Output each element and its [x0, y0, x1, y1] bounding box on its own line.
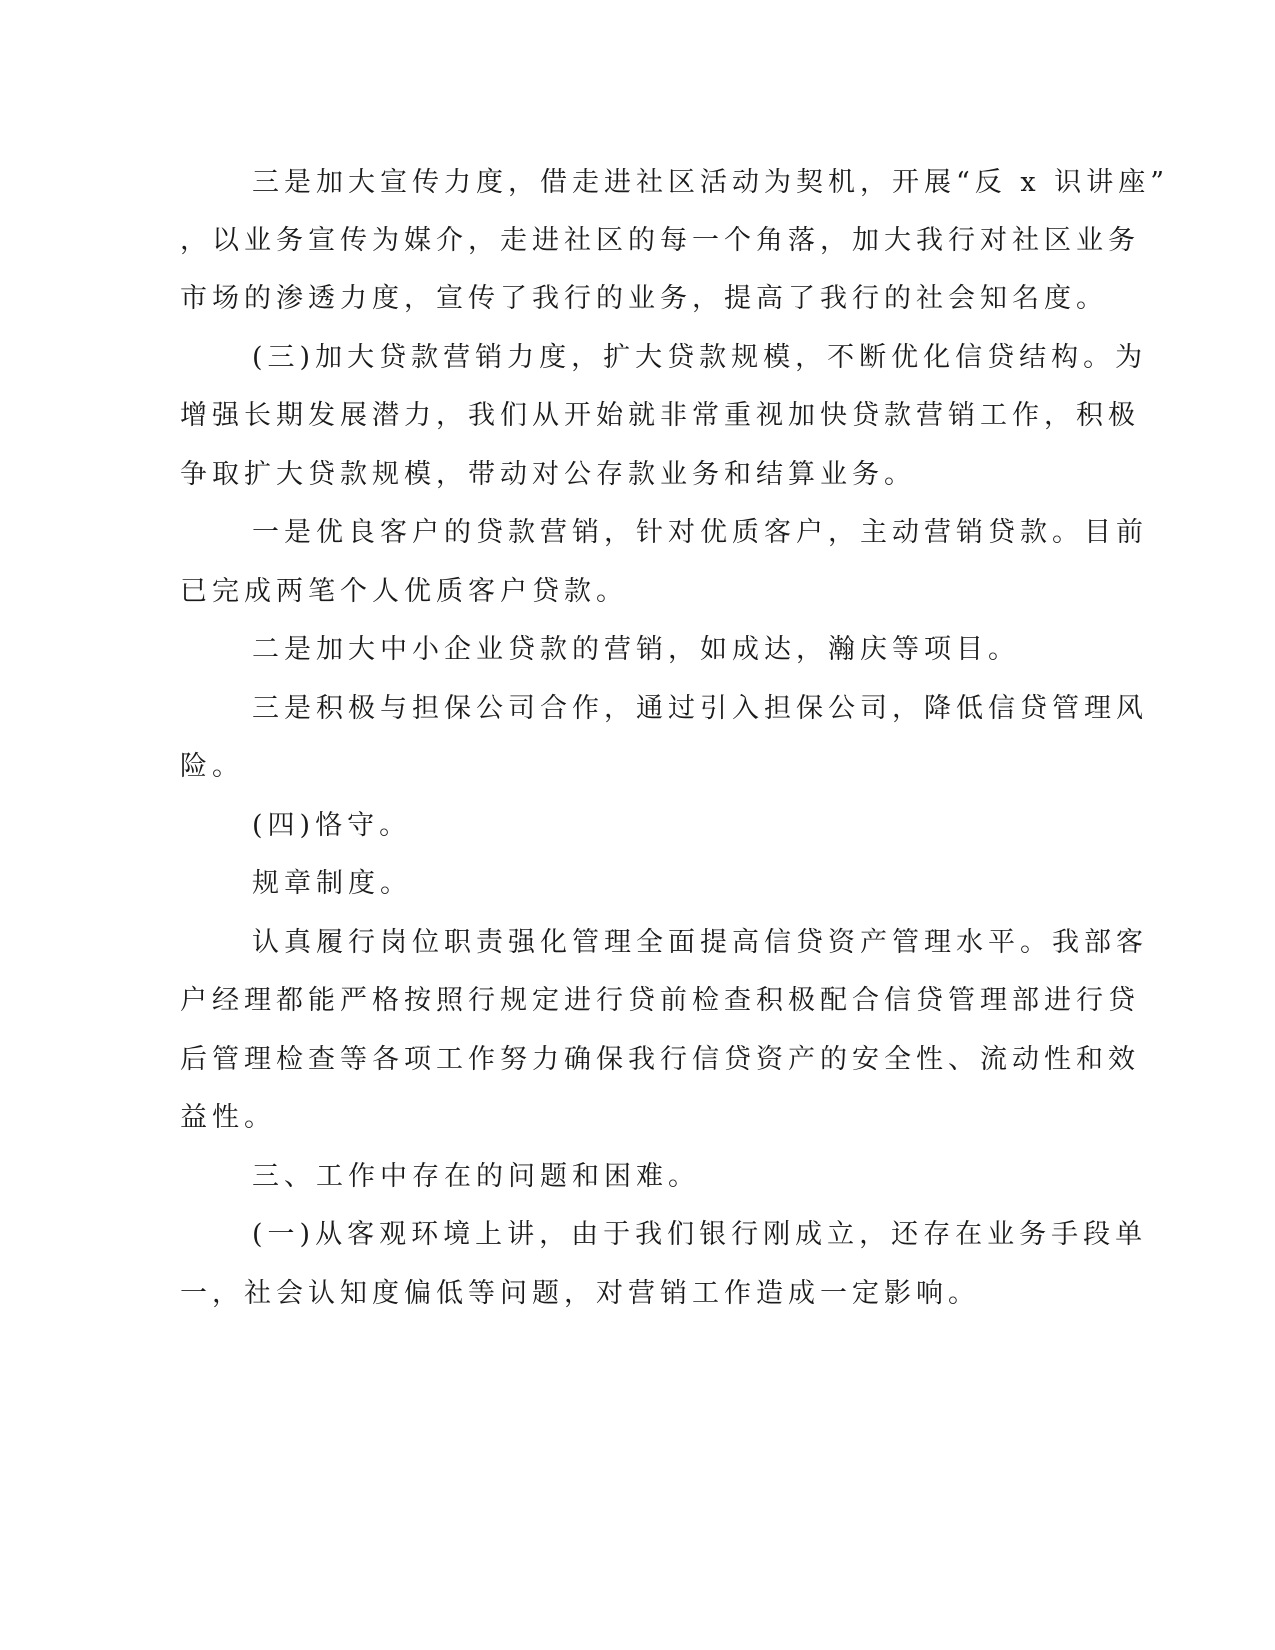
text-line: 市场的渗透力度，宣传了我行的业务，提高了我行的社会知名度。 [180, 283, 1108, 314]
text-line: 规章制度。 [252, 868, 412, 899]
text-line: 后管理检查等各项工作努力确保我行信贷资产的安全性、流动性和效 [180, 1044, 1140, 1075]
text-line: 益性。 [180, 1102, 276, 1133]
text-line: 三是积极与担保公司合作，通过引入担保公司，降低信贷管理风 [252, 693, 1148, 724]
text-line: 三、工作中存在的问题和困难。 [252, 1161, 700, 1192]
text-line: 已完成两笔个人优质客户贷款。 [180, 576, 628, 607]
text-line: 争取扩大贷款规模，带动对公存款业务和结算业务。 [180, 459, 916, 490]
text-line: 户经理都能严格按照行规定进行贷前检查积极配合信贷管理部进行贷 [180, 985, 1140, 1016]
text-line: 一，社会认知度偏低等问题，对营销工作造成一定影响。 [180, 1278, 980, 1309]
text-line: (一)从客观环境上讲，由于我们银行刚成立，还存在业务手段单 [252, 1219, 1148, 1250]
text-line: 二是加大中小企业贷款的营销，如成达，瀚庆等项目。 [252, 634, 1020, 665]
text-line: 三是加大宣传力度，借走进社区活动为契机，开展“反 x 识讲座” [252, 167, 1169, 198]
text-line: (三)加大贷款营销力度，扩大贷款规模，不断优化信贷结构。为 [252, 342, 1148, 373]
text-line: 增强长期发展潜力，我们从开始就非常重视加快贷款营销工作，积极 [180, 400, 1140, 431]
text-line: 一是优良客户的贷款营销，针对优质客户，主动营销贷款。目前 [252, 517, 1148, 548]
text-line: ，以业务宣传为媒介，走进社区的每一个角落，加大我行对社区业务 [180, 225, 1140, 256]
text-line: 认真履行岗位职责强化管理全面提高信贷资产管理水平。我部客 [252, 927, 1148, 958]
text-line: (四)恪守。 [252, 810, 412, 841]
text-line: 险。 [180, 751, 244, 782]
